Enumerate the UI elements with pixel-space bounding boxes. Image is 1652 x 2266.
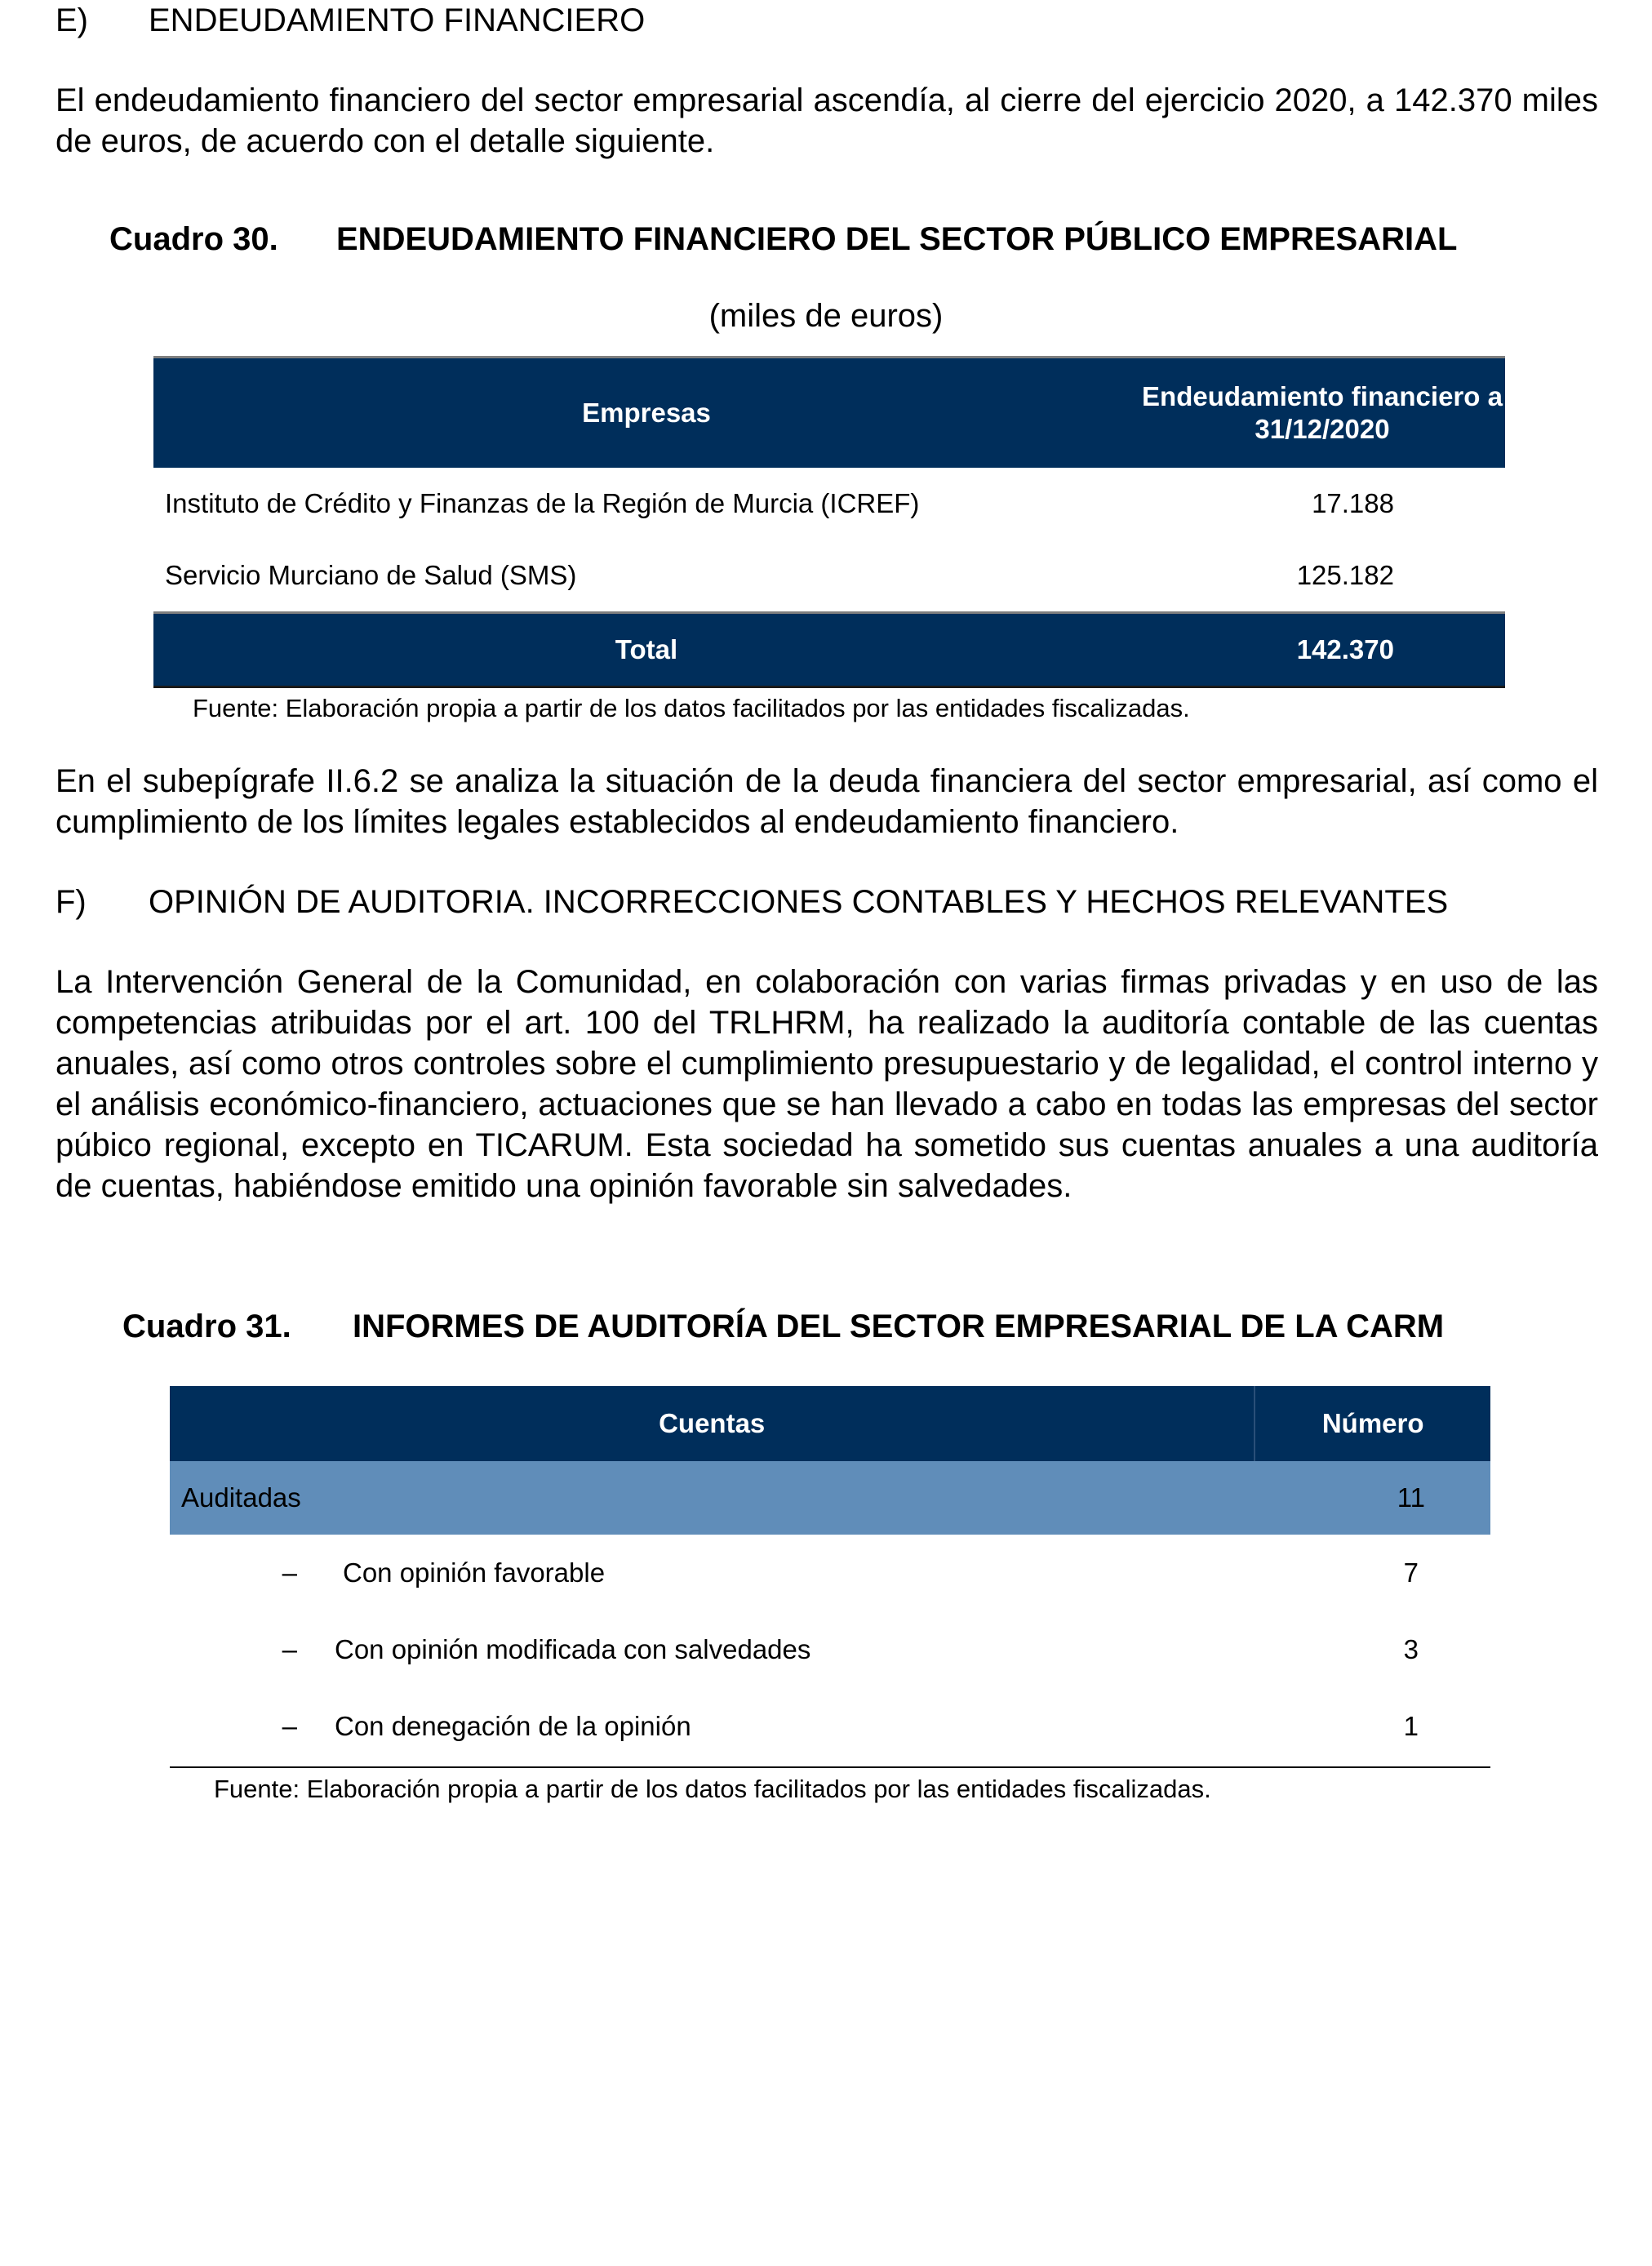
- section-e-title: ENDEUDAMIENTO FINANCIERO: [149, 2, 646, 38]
- section-f-paragraph: La Intervención General de la Comunidad, en colaboración con varias firmas privadas y en uso de las competencias atribuidas por el art. 100 del TRLHRM, ha realizado la auditoría contable de las cuentas anuales, así como otros controles sobre el cumplimiento presupuestario y de legalidad, el control interno y el análisis económico-financiero, actuaciones que se han llevado a cabo en todas las empresas del sector púbico regional, excepto en TICARUM. Esta sociedad ha sometido sus cuentas anuales a una auditoría de cuentas, habiéndose emitido una opinión favorable sin salvedades.: [56, 964, 1598, 1204]
- row-valor: 17.188: [1312, 488, 1394, 518]
- table-total-row: [153, 611, 1505, 688]
- table-header-row: [153, 358, 1505, 468]
- row-valor: 125.182: [1296, 560, 1394, 590]
- section-f-title: OPINIÓN DE AUDITORIA. INCORRECCIONES CONTABLES Y HECHOS RELEVANTES: [149, 884, 1449, 920]
- table-row: [170, 1535, 1490, 1611]
- table-row: [170, 1611, 1490, 1688]
- row-label: Con opinión favorable: [343, 1557, 606, 1588]
- section-f-heading: [56, 882, 1448, 922]
- section-e-letter: E): [56, 2, 88, 38]
- header-endeudamiento-line2: 31/12/2020: [1255, 414, 1390, 444]
- row-valor: 3: [1403, 1634, 1419, 1664]
- table-row: [170, 1688, 1490, 1765]
- cuadro-31-caption: [122, 1306, 1444, 1347]
- cuadro-30-source: Fuente: Elaboración propia a partir de los datos facilitados por las entidades fiscalizadas.: [193, 694, 1190, 722]
- cuadro-31-table: [170, 1386, 1490, 1768]
- cuadro-30-number: Cuadro 30.: [109, 221, 278, 257]
- row-dash: –: [282, 1711, 297, 1741]
- section-f-letter: F): [56, 884, 87, 920]
- cuadro-31-number: Cuadro 31.: [122, 1309, 291, 1344]
- section-e-paragraph: El endeudamiento financiero del sector empresarial ascendía, al cierre del ejercicio 2020, a 142.370 miles de euros, de acuerdo con el detalle siguiente.: [56, 82, 1598, 159]
- cuadro-30-title: ENDEUDAMIENTO FINANCIERO DEL SECTOR PÚBLICO EMPRESARIAL: [336, 221, 1458, 257]
- table-bottom-rule: [170, 1766, 1490, 1768]
- header-endeudamiento-line1: Endeudamiento financiero a: [1142, 381, 1503, 411]
- cuadro-31-title: INFORMES DE AUDITORÍA DEL SECTOR EMPRESARIAL DE LA CARM: [353, 1309, 1445, 1344]
- auditadas-row: [170, 1461, 1490, 1535]
- row-dash: –: [282, 1634, 297, 1664]
- row-label: Con opinión modificada con salvedades: [335, 1634, 811, 1664]
- table-row: [153, 540, 1505, 611]
- table-header-row: [170, 1386, 1490, 1461]
- row-valor: 1: [1403, 1711, 1419, 1741]
- row-empresa: Servicio Murciano de Salud (SMS): [165, 560, 577, 590]
- header-cuentas: Cuentas: [170, 1386, 1255, 1461]
- total-label: Total: [615, 634, 678, 664]
- cuadro-31-source: Fuente: Elaboración propia a partir de los datos facilitados por las entidades fiscalizadas.: [214, 1775, 1211, 1803]
- total-valor: 142.370: [1296, 634, 1394, 664]
- row-empresa: Instituto de Crédito y Finanzas de la Región de Murcia (ICREF): [165, 488, 920, 518]
- header-endeudamiento: [1139, 380, 1505, 446]
- cuadro-30-units: (miles de euros): [708, 298, 944, 334]
- auditadas-valor: 11: [1397, 1482, 1425, 1513]
- row-dash: –: [282, 1557, 297, 1588]
- subepigrafe-paragraph: En el subepígrafe II.6.2 se analiza la situación de la deuda financiera del sector empresarial, así como el cumplimiento de los límites legales establecidos al endeudamiento financiero.: [56, 763, 1598, 840]
- cuadro-30-caption: [109, 219, 1457, 260]
- header-empresas: Empresas: [582, 398, 711, 428]
- auditadas-label: Auditadas: [181, 1482, 301, 1513]
- table-row: [153, 468, 1505, 540]
- row-label: Con denegación de la opinión: [335, 1711, 691, 1741]
- row-valor: 7: [1403, 1557, 1419, 1588]
- header-numero: Número: [1321, 1408, 1424, 1438]
- cuadro-30-table: [153, 356, 1505, 688]
- section-e-heading: [56, 0, 645, 41]
